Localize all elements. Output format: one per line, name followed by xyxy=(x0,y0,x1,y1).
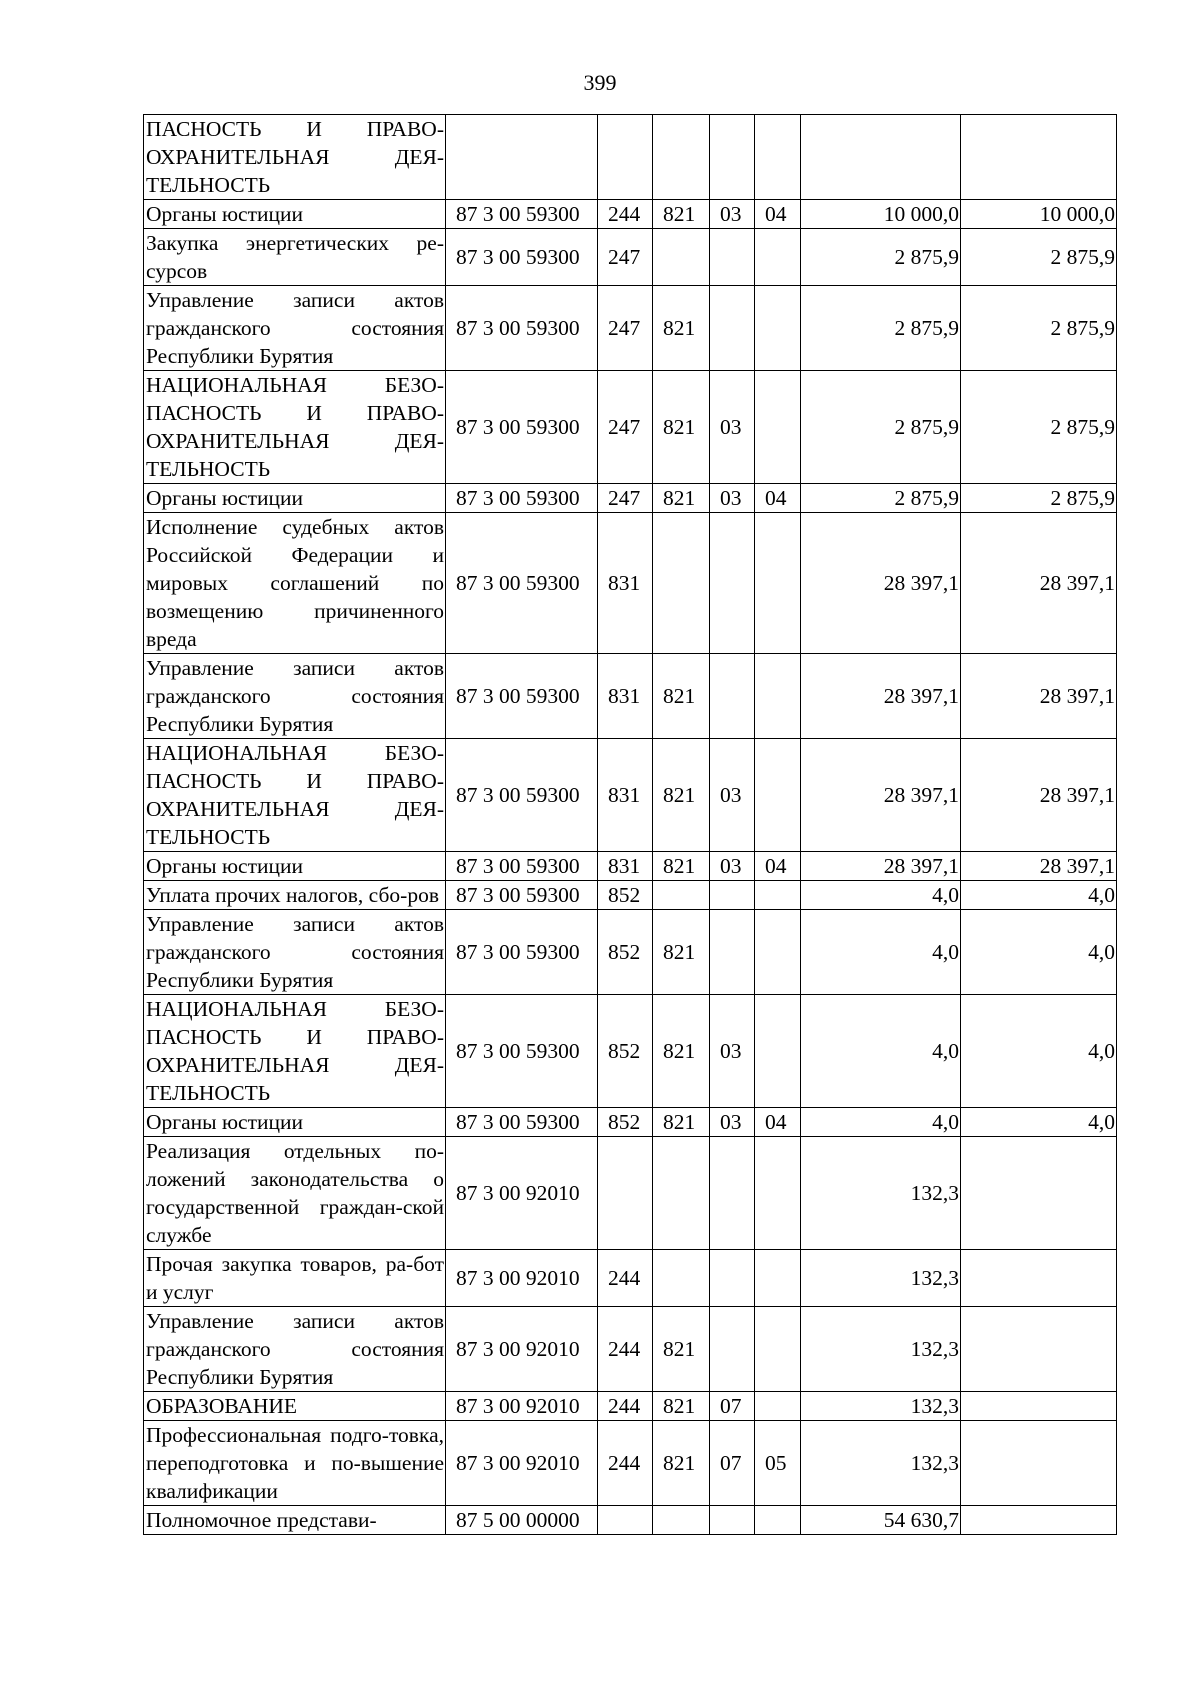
amount-1: 4,0 xyxy=(801,995,961,1108)
amount-1: 2 875,9 xyxy=(801,229,961,286)
table-row xyxy=(144,200,1117,229)
target-article-code xyxy=(446,115,598,200)
row-name: НАЦИОНАЛЬНАЯ БЕЗО-ПАСНОСТЬ И ПРАВО-ОХРАНИТЕЛЬНАЯ ДЕЯ-ТЕЛЬНОСТЬ xyxy=(144,995,446,1108)
row-name: Полномочное представи- xyxy=(144,1506,446,1535)
expense-type-code: 244 xyxy=(598,1421,653,1506)
target-article-code: 87 3 00 59300 xyxy=(446,513,598,654)
amount-1: 2 875,9 xyxy=(801,286,961,371)
administrator-code xyxy=(653,1506,710,1535)
administrator-code: 821 xyxy=(653,484,710,513)
administrator-code: 821 xyxy=(653,1307,710,1392)
subsection-code xyxy=(755,1250,801,1307)
table-row xyxy=(144,739,1117,852)
target-article-code: 87 3 00 92010 xyxy=(446,1137,598,1250)
expense-type-code: 244 xyxy=(598,200,653,229)
expense-type-code: 852 xyxy=(598,995,653,1108)
table-row xyxy=(144,654,1117,739)
amount-2 xyxy=(961,1250,1117,1307)
expense-type-code: 831 xyxy=(598,739,653,852)
amount-1: 132,3 xyxy=(801,1307,961,1392)
table-row xyxy=(144,910,1117,995)
subsection-code xyxy=(755,1137,801,1250)
amount-2: 4,0 xyxy=(961,881,1117,910)
table-row xyxy=(144,1392,1117,1421)
amount-1: 132,3 xyxy=(801,1250,961,1307)
expense-type-code xyxy=(598,115,653,200)
target-article-code: 87 3 00 59300 xyxy=(446,995,598,1108)
table-row xyxy=(144,115,1117,200)
row-name: Прочая закупка товаров, ра-бот и услуг xyxy=(144,1250,446,1307)
expense-type-code: 247 xyxy=(598,371,653,484)
amount-2: 4,0 xyxy=(961,995,1117,1108)
amount-1: 2 875,9 xyxy=(801,371,961,484)
amount-1: 4,0 xyxy=(801,1108,961,1137)
amount-2 xyxy=(961,1307,1117,1392)
administrator-code: 821 xyxy=(653,654,710,739)
expense-type-code: 247 xyxy=(598,484,653,513)
section-code: 07 xyxy=(710,1421,755,1506)
administrator-code: 821 xyxy=(653,286,710,371)
administrator-code xyxy=(653,229,710,286)
target-article-code: 87 3 00 59300 xyxy=(446,881,598,910)
amount-1: 10 000,0 xyxy=(801,200,961,229)
target-article-code: 87 3 00 59300 xyxy=(446,371,598,484)
target-article-code: 87 3 00 59300 xyxy=(446,229,598,286)
target-article-code: 87 3 00 59300 xyxy=(446,910,598,995)
administrator-code: 821 xyxy=(653,739,710,852)
target-article-code: 87 3 00 59300 xyxy=(446,1108,598,1137)
amount-1: 28 397,1 xyxy=(801,513,961,654)
amount-2: 28 397,1 xyxy=(961,513,1117,654)
table-body xyxy=(144,115,1117,1535)
amount-1: 4,0 xyxy=(801,910,961,995)
amount-1: 132,3 xyxy=(801,1392,961,1421)
subsection-code xyxy=(755,115,801,200)
table-row xyxy=(144,1250,1117,1307)
section-code: 03 xyxy=(710,995,755,1108)
table-row xyxy=(144,1421,1117,1506)
amount-1: 132,3 xyxy=(801,1421,961,1506)
section-code: 03 xyxy=(710,371,755,484)
row-name: Реализация отдельных по-ложений законодательства о государственной граждан-ской службе xyxy=(144,1137,446,1250)
row-name: Органы юстиции xyxy=(144,200,446,229)
table-row xyxy=(144,995,1117,1108)
subsection-code: 05 xyxy=(755,1421,801,1506)
budget-table xyxy=(143,114,1117,1535)
page-number: 399 xyxy=(583,70,617,95)
subsection-code: 04 xyxy=(755,484,801,513)
amount-1 xyxy=(801,115,961,200)
section-code xyxy=(710,1137,755,1250)
row-name: НАЦИОНАЛЬНАЯ БЕЗО-ПАСНОСТЬ И ПРАВО-ОХРАНИТЕЛЬНАЯ ДЕЯ-ТЕЛЬНОСТЬ xyxy=(144,739,446,852)
row-name: Управление записи актов гражданского состояния Республики Бурятия xyxy=(144,654,446,739)
expense-type-code: 244 xyxy=(598,1307,653,1392)
amount-2 xyxy=(961,1506,1117,1535)
subsection-code xyxy=(755,1307,801,1392)
subsection-code xyxy=(755,995,801,1108)
row-name: Органы юстиции xyxy=(144,852,446,881)
amount-2: 4,0 xyxy=(961,910,1117,995)
administrator-code xyxy=(653,881,710,910)
row-name: НАЦИОНАЛЬНАЯ БЕЗО-ПАСНОСТЬ И ПРАВО-ОХРАНИТЕЛЬНАЯ ДЕЯ-ТЕЛЬНОСТЬ xyxy=(144,371,446,484)
section-code xyxy=(710,1506,755,1535)
administrator-code xyxy=(653,1250,710,1307)
administrator-code xyxy=(653,513,710,654)
row-name: Органы юстиции xyxy=(144,484,446,513)
amount-1: 28 397,1 xyxy=(801,739,961,852)
row-name: Управление записи актов гражданского состояния Республики Бурятия xyxy=(144,910,446,995)
row-name: Профессиональная подго-товка, переподготовка и по-вышение квалификации xyxy=(144,1421,446,1506)
table-row xyxy=(144,881,1117,910)
expense-type-code: 244 xyxy=(598,1392,653,1421)
section-code xyxy=(710,1307,755,1392)
target-article-code: 87 5 00 00000 xyxy=(446,1506,598,1535)
subsection-code xyxy=(755,739,801,852)
subsection-code xyxy=(755,654,801,739)
administrator-code: 821 xyxy=(653,1392,710,1421)
row-name: Уплата прочих налогов, сбо-ров xyxy=(144,881,446,910)
administrator-code: 821 xyxy=(653,852,710,881)
expense-type-code: 852 xyxy=(598,1108,653,1137)
table-row xyxy=(144,852,1117,881)
section-code: 03 xyxy=(710,484,755,513)
amount-1: 4,0 xyxy=(801,881,961,910)
target-article-code: 87 3 00 59300 xyxy=(446,200,598,229)
section-code: 07 xyxy=(710,1392,755,1421)
section-code xyxy=(710,654,755,739)
section-code: 03 xyxy=(710,852,755,881)
amount-2: 2 875,9 xyxy=(961,286,1117,371)
section-code xyxy=(710,229,755,286)
table-row xyxy=(144,286,1117,371)
table-row xyxy=(144,484,1117,513)
target-article-code: 87 3 00 59300 xyxy=(446,286,598,371)
expense-type-code: 247 xyxy=(598,229,653,286)
amount-2 xyxy=(961,1137,1117,1250)
amount-2 xyxy=(961,1392,1117,1421)
row-name: Закупка энергетических ре-сурсов xyxy=(144,229,446,286)
expense-type-code: 852 xyxy=(598,881,653,910)
amount-2 xyxy=(961,115,1117,200)
section-code: 03 xyxy=(710,739,755,852)
section-code: 03 xyxy=(710,1108,755,1137)
section-code xyxy=(710,910,755,995)
administrator-code: 821 xyxy=(653,1421,710,1506)
subsection-code xyxy=(755,229,801,286)
administrator-code: 821 xyxy=(653,1108,710,1137)
amount-2: 2 875,9 xyxy=(961,484,1117,513)
section-code xyxy=(710,1250,755,1307)
subsection-code xyxy=(755,371,801,484)
subsection-code: 04 xyxy=(755,200,801,229)
section-code xyxy=(710,513,755,654)
subsection-code xyxy=(755,1506,801,1535)
subsection-code xyxy=(755,513,801,654)
expense-type-code xyxy=(598,1137,653,1250)
target-article-code: 87 3 00 59300 xyxy=(446,739,598,852)
target-article-code: 87 3 00 92010 xyxy=(446,1392,598,1421)
amount-2: 28 397,1 xyxy=(961,739,1117,852)
amount-2: 4,0 xyxy=(961,1108,1117,1137)
subsection-code xyxy=(755,910,801,995)
amount-2: 28 397,1 xyxy=(961,852,1117,881)
amount-2: 2 875,9 xyxy=(961,229,1117,286)
subsection-code: 04 xyxy=(755,852,801,881)
section-code xyxy=(710,881,755,910)
row-name: Управление записи актов гражданского состояния Республики Бурятия xyxy=(144,1307,446,1392)
subsection-code: 04 xyxy=(755,1108,801,1137)
row-name: Органы юстиции xyxy=(144,1108,446,1137)
expense-type-code: 852 xyxy=(598,910,653,995)
subsection-code xyxy=(755,286,801,371)
expense-type-code xyxy=(598,1506,653,1535)
row-name: Управление записи актов гражданского состояния Республики Бурятия xyxy=(144,286,446,371)
amount-2: 10 000,0 xyxy=(961,200,1117,229)
table-row xyxy=(144,1506,1117,1535)
section-code: 03 xyxy=(710,200,755,229)
row-name: Исполнение судебных актов Российской Федерации и мировых соглашений по возмещению причиненного вреда xyxy=(144,513,446,654)
amount-2 xyxy=(961,1421,1117,1506)
row-name: ОБРАЗОВАНИЕ xyxy=(144,1392,446,1421)
row-name: ПАСНОСТЬ И ПРАВО-ОХРАНИТЕЛЬНАЯ ДЕЯ-ТЕЛЬНОСТЬ xyxy=(144,115,446,200)
target-article-code: 87 3 00 59300 xyxy=(446,654,598,739)
amount-2: 28 397,1 xyxy=(961,654,1117,739)
subsection-code xyxy=(755,881,801,910)
target-article-code: 87 3 00 92010 xyxy=(446,1250,598,1307)
table-row xyxy=(144,1108,1117,1137)
section-code xyxy=(710,286,755,371)
amount-1: 2 875,9 xyxy=(801,484,961,513)
table-row xyxy=(144,371,1117,484)
expense-type-code: 831 xyxy=(598,513,653,654)
table-row xyxy=(144,1137,1117,1250)
administrator-code xyxy=(653,1137,710,1250)
target-article-code: 87 3 00 59300 xyxy=(446,852,598,881)
expense-type-code: 244 xyxy=(598,1250,653,1307)
expense-type-code: 831 xyxy=(598,654,653,739)
amount-2: 2 875,9 xyxy=(961,371,1117,484)
target-article-code: 87 3 00 59300 xyxy=(446,484,598,513)
administrator-code: 821 xyxy=(653,910,710,995)
administrator-code: 821 xyxy=(653,371,710,484)
amount-1: 54 630,7 xyxy=(801,1506,961,1535)
amount-1: 132,3 xyxy=(801,1137,961,1250)
administrator-code xyxy=(653,115,710,200)
target-article-code: 87 3 00 92010 xyxy=(446,1421,598,1506)
table-row xyxy=(144,513,1117,654)
subsection-code xyxy=(755,1392,801,1421)
table-row xyxy=(144,1307,1117,1392)
amount-1: 28 397,1 xyxy=(801,852,961,881)
section-code xyxy=(710,115,755,200)
expense-type-code: 831 xyxy=(598,852,653,881)
table-row xyxy=(144,229,1117,286)
administrator-code: 821 xyxy=(653,200,710,229)
expense-type-code: 247 xyxy=(598,286,653,371)
amount-1: 28 397,1 xyxy=(801,654,961,739)
administrator-code: 821 xyxy=(653,995,710,1108)
target-article-code: 87 3 00 92010 xyxy=(446,1307,598,1392)
